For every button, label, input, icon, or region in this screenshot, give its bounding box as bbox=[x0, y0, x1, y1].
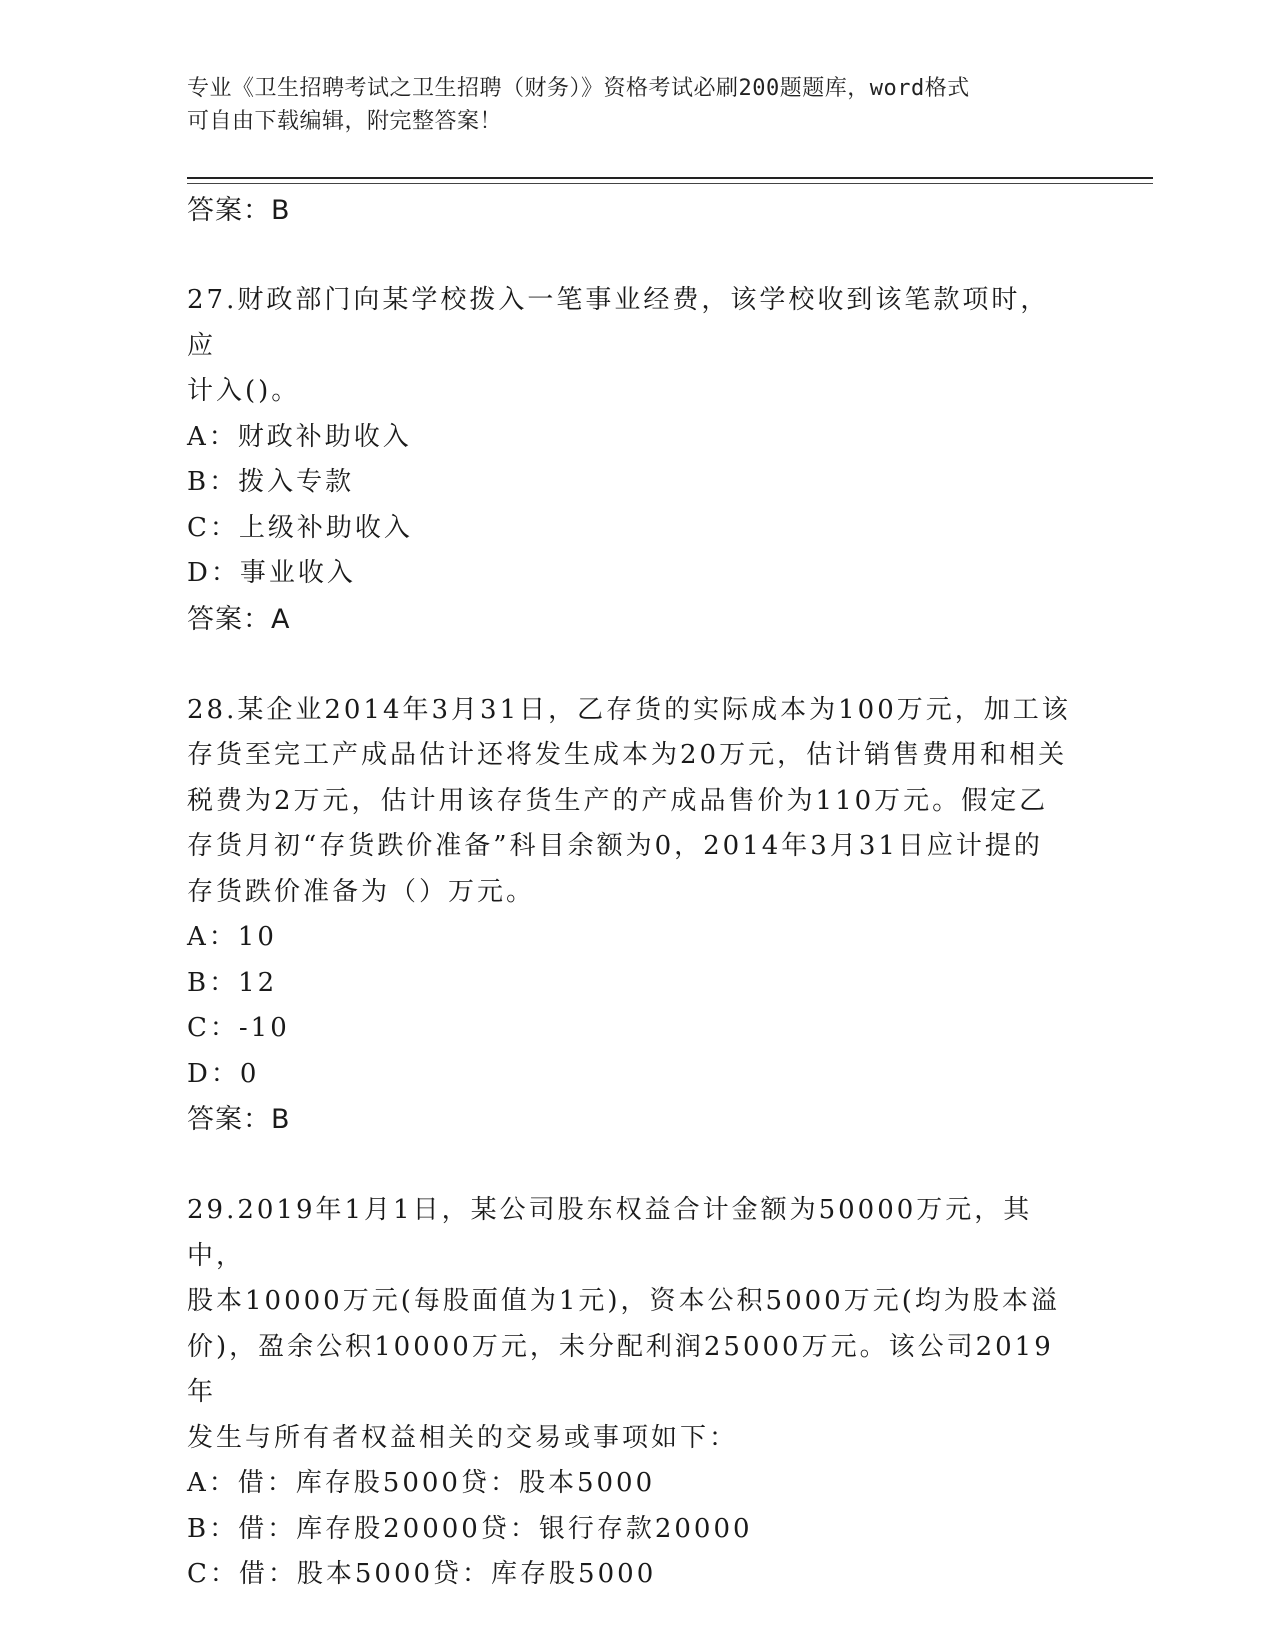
header-rule-thick bbox=[187, 177, 1153, 179]
question-text-line: 27.财政部门向某学校拨入一笔事业经费，该学校收到该笔款项时，应 bbox=[187, 285, 1050, 361]
spacer bbox=[187, 1142, 1077, 1188]
question-text-line: 价)，盈余公积10000万元，未分配利润25000万元。该公司2019年 bbox=[187, 1331, 1054, 1407]
question-text-line: 存货跌价准备为（）万元。 bbox=[187, 876, 536, 907]
option-c: C：借：股本5000贷：库存股5000 bbox=[187, 1559, 657, 1589]
spacer bbox=[187, 642, 1077, 688]
question-text-line: 存货至完工产成品估计还将发生成本为20万元，估计销售费用和相关 bbox=[187, 740, 1068, 770]
header-line-1: 专业《卫生招聘考试之卫生招聘（财务）》资格考试必刷200题题库，word格式 bbox=[187, 76, 970, 101]
option-c: C：上级补助收入 bbox=[187, 512, 413, 543]
question-text-line: 税费为2万元，估计用该存货生产的产成品售价为110万元。假定乙 bbox=[187, 785, 1049, 816]
header-rule-thin bbox=[187, 183, 1153, 184]
option-c: C：-10 bbox=[187, 1013, 290, 1043]
option-d: D：事业收入 bbox=[187, 558, 356, 588]
question-block-28 bbox=[187, 688, 1077, 1143]
question-text-line: 发生与所有者权益相关的交易或事项如下： bbox=[187, 1422, 739, 1453]
option-a: A：财政补助收入 bbox=[187, 421, 412, 452]
spacer bbox=[187, 233, 1077, 278]
question-text-line: 存货月初“存货跌价准备”科目余额为0，2014年3月31日应计提的 bbox=[187, 831, 1043, 861]
question-text-line: 29.2019年1月1日，某公司股东权益合计金额为50000万元，其中， bbox=[187, 1195, 1033, 1271]
option-d: D：0 bbox=[187, 1058, 260, 1089]
question-text-line: 股本10000万元(每股面值为1元)，资本公积5000万元(均为股本溢 bbox=[187, 1286, 1060, 1316]
option-a: A：借：库存股5000贷：股本5000 bbox=[187, 1468, 656, 1498]
option-b: B：12 bbox=[187, 967, 278, 998]
option-b: B：拨入专款 bbox=[187, 467, 355, 497]
option-b: B：借：库存股20000贷：银行存款20000 bbox=[187, 1513, 753, 1544]
question-block-27 bbox=[187, 278, 1077, 642]
header-line-2: 可自由下载编辑，附完整答案！ bbox=[187, 109, 503, 134]
previous-answer: 答案：B bbox=[187, 195, 291, 226]
question-text-line: 28.某企业2014年3月31日，乙存货的实际成本为100万元，加工该 bbox=[187, 694, 1071, 725]
question-text-line: 计入()。 bbox=[187, 376, 301, 406]
question-block-29 bbox=[187, 1188, 1077, 1598]
option-a: A：10 bbox=[187, 922, 277, 952]
document-header bbox=[187, 72, 1067, 138]
answer-line: 答案：B bbox=[187, 1104, 291, 1135]
answer-line: 答案：A bbox=[187, 603, 291, 635]
document-body bbox=[187, 188, 1077, 1598]
